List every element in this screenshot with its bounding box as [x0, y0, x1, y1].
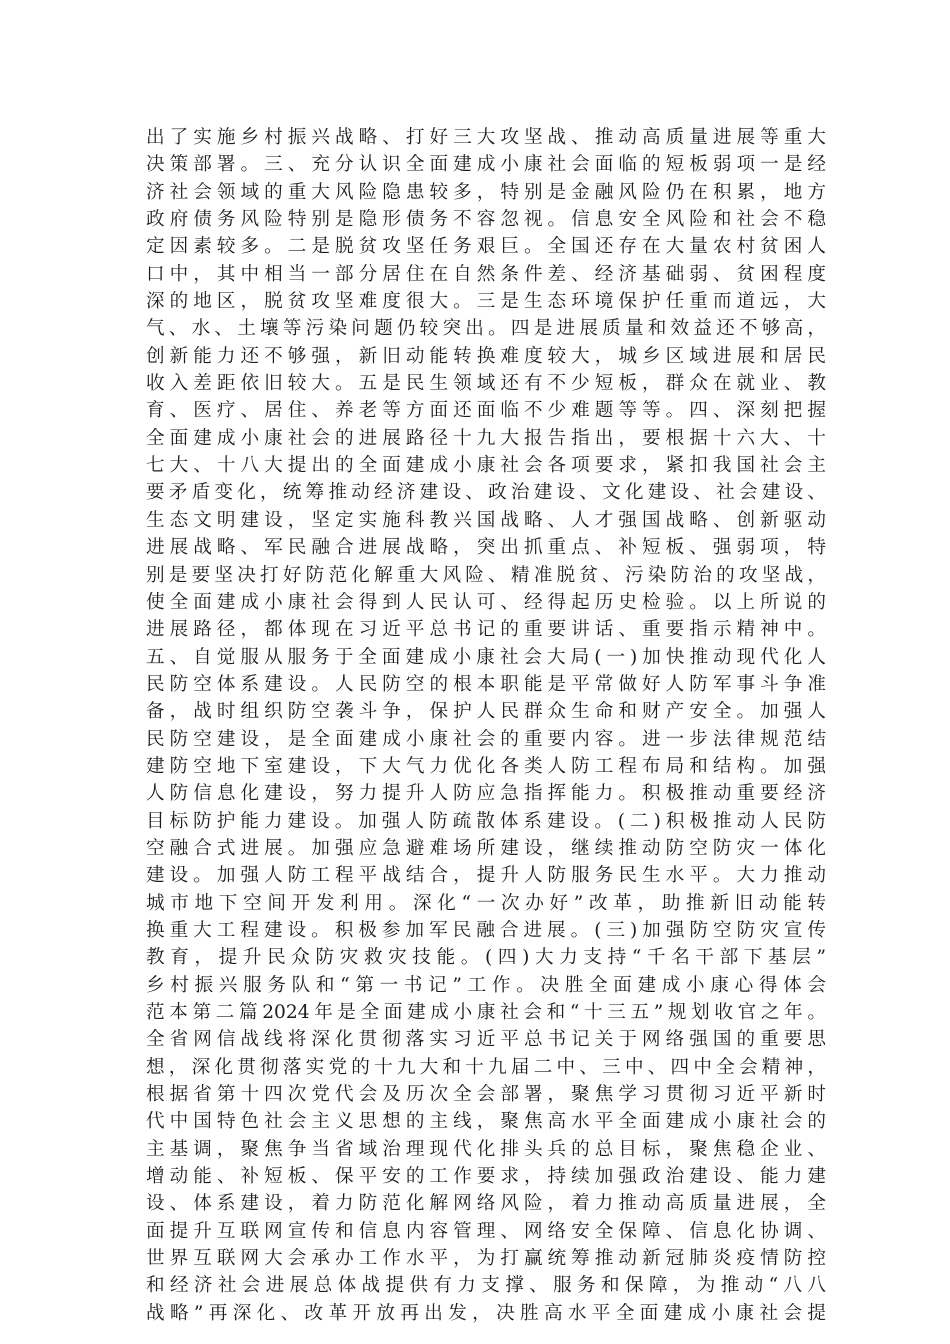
text-line: 气、水、土壤等污染问题仍较突出。四是进展质量和效益还不够高，: [146, 318, 826, 340]
text-line: 进展路径，都体现在习近平总书记的重要讲话、重要指示精神中。: [146, 619, 826, 641]
text-line: 创新能力还不够强，新旧动能转换难度较大，城乡区域进展和居民: [146, 345, 826, 367]
text-line: 深的地区，脱贫攻坚难度很大。三是生态环境保护任重而道远，大: [146, 291, 826, 313]
text-line: 民防空体系建设。人民防空的根本职能是平常做好人防军事斗争准: [146, 673, 826, 695]
text-line: 育、医疗、居住、养老等方面还面临不少难题等等。四、深刻把握: [146, 400, 826, 422]
text-line: 增动能、补短板、保平安的工作要求，持续加强政治建设、能力建: [146, 1166, 826, 1188]
text-line: 世界互联网大会承办工作水平，为打赢统筹推动新冠肺炎疫情防控: [146, 1248, 826, 1270]
text-line: 根据省第十四次党代会及历次全会部署，聚焦学习贯彻习近平新时: [146, 1084, 826, 1106]
text-line: 全面建成小康社会的进展路径十九大报告指出，要根据十六大、十: [146, 427, 826, 449]
text-line: 出了实施乡村振兴战略、打好三大攻坚战、推动高质量进展等重大: [146, 127, 826, 148]
text-line: 设、体系建设，着力防范化解网络风险，着力推动高质量进展，全: [146, 1193, 826, 1215]
text-line: 要矛盾变化，统筹推动经济建设、政治建设、文化建设、社会建设、: [146, 482, 826, 504]
text-line: 代中国特色社会主义思想的主线，聚焦高水平全面建成小康社会的: [146, 1111, 826, 1133]
text-line: 人防信息化建设，努力提升人防应急指挥能力。积极推动重要经济: [146, 783, 826, 805]
text-line: 别是要坚决打好防范化解重大风险、精准脱贫、污染防治的攻坚战，: [146, 564, 826, 586]
text-line: 定因素较多。二是脱贫攻坚任务艰巨。全国还存在大量农村贫困人: [146, 236, 826, 258]
text-line: 济社会领域的重大风险隐患较多，特别是金融风险仍在积累，地方: [146, 181, 826, 203]
text-line: 口中，其中相当一部分居住在自然条件差、经济基础弱、贫困程度: [146, 263, 826, 285]
text-line: 乡村振兴服务队和“第一书记”工作。决胜全面建成小康心得体会: [146, 974, 826, 996]
text-line: 战略”再深化、改革开放再出发，决胜高水平全面建成小康社会提: [146, 1302, 826, 1324]
text-line: 换重大工程建设。积极参加军民融合进展。(三)加强防空防灾宣传: [146, 919, 826, 941]
text-line: 建设。加强人防工程平战结合，提升人防服务民生水平。大力推动: [146, 865, 826, 887]
text-line: 使全面建成小康社会得到人民认可、经得起历史检验。以上所说的: [146, 591, 826, 613]
text-line: 想，深化贯彻落实党的十九大和十九届二中、三中、四中全会精神，: [146, 1056, 826, 1078]
text-line: 收入差距依旧较大。五是民生领域还有不少短板，群众在就业、教: [146, 373, 826, 395]
text-line: 五、自觉服从服务于全面建成小康社会大局(一)加快推动现代化人: [146, 646, 826, 668]
text-line: 教育，提升民众防灾救灾技能。(四)大力支持“千名干部下基层”: [146, 947, 826, 969]
text-line: 和经济社会进展总体战提供有力支撑、服务和保障，为推动“八八: [146, 1275, 826, 1297]
text-line: 备，战时组织防空袭斗争，保护人民群众生命和财产安全。加强人: [146, 701, 826, 723]
text-line: 全省网信战线将深化贯彻落实习近平总书记关于网络强国的重要思: [146, 1029, 826, 1051]
text-line: 生态文明建设，坚定实施科教兴国战略、人才强国战略、创新驱动: [146, 509, 826, 531]
text-line: 政府债务风险特别是隐形债务不容忽视。信息安全风险和社会不稳: [146, 209, 826, 231]
text-line: 民防空建设，是全面建成小康社会的重要内容。进一步法律规范结: [146, 728, 826, 750]
text-line: 七大、十八大提出的全面建成小康社会各项要求，紧扣我国社会主: [146, 455, 826, 477]
text-line: 进展战略、军民融合进展战略，突出抓重点、补短板、强弱项，特: [146, 537, 826, 559]
text-line: 城市地下空间开发利用。深化“一次办好”改革，助推新旧动能转: [146, 892, 826, 914]
text-line: 建防空地下室建设，下大气力优化各类人防工程布局和结构。加强: [146, 755, 826, 777]
text-line: 目标防护能力建设。加强人防疏散体系建设。(二)积极推动人民防: [146, 810, 826, 832]
text-line: 决策部署。三、充分认识全面建成小康社会面临的短板弱项一是经: [146, 154, 826, 176]
text-line: 范本第二篇2024年是全面建成小康社会和“十三五”规划收官之年。: [146, 1002, 826, 1023]
body-text: [146, 124, 826, 1327]
text-line: 空融合式进展。加强应急避难场所建设，继续推动防空防灾一体化: [146, 837, 826, 859]
text-line: 主基调，聚焦争当省域治理现代化排头兵的总目标，聚焦稳企业、: [146, 1138, 826, 1160]
text-line: 面提升互联网宣传和信息内容管理、网络安全保障、信息化协调、: [146, 1220, 826, 1242]
